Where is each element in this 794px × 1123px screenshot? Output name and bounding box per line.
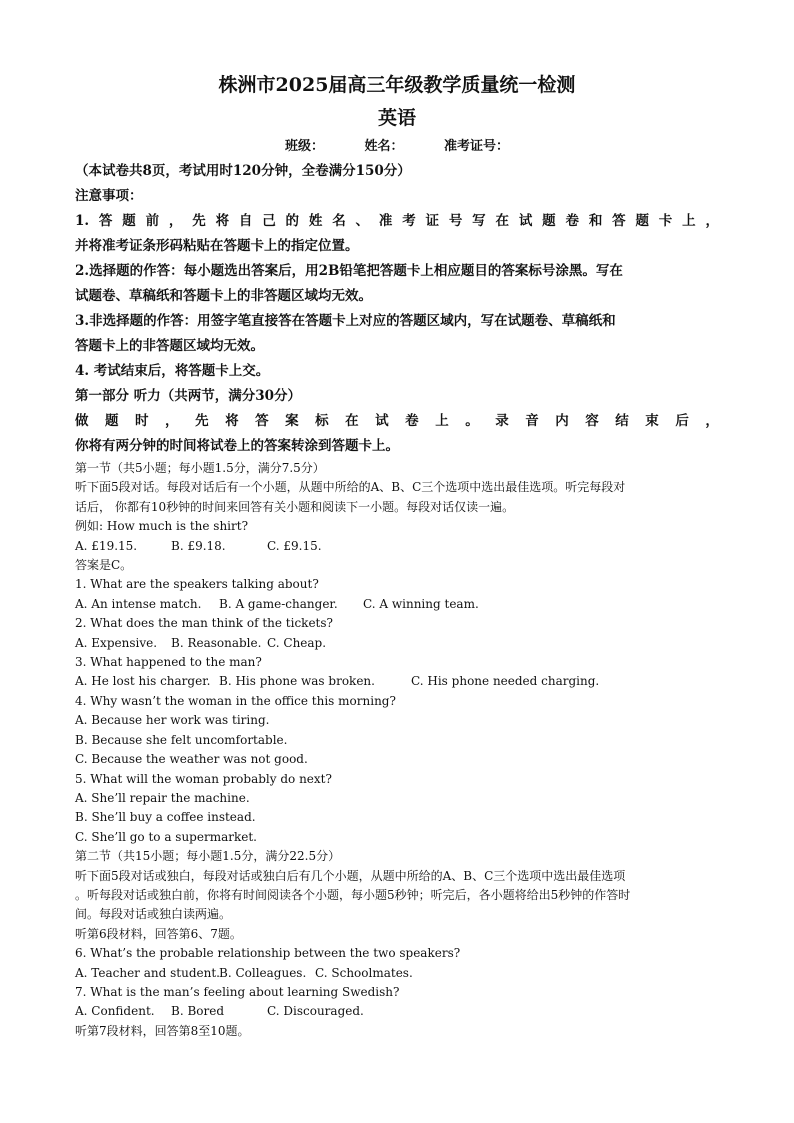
justified-char: 、	[355, 213, 370, 229]
justified-char: 录	[495, 413, 509, 429]
q4-option-a: A. Because her work was tiring.	[75, 713, 270, 728]
question-4: 4. Why wasn’t the woman in the office this morning?	[75, 693, 396, 708]
example-answer: 答案是C。	[75, 558, 133, 573]
justified-char: 写	[472, 213, 486, 229]
q6-option-b: B. Colleagues.	[219, 965, 307, 980]
justified-char: 试	[375, 413, 389, 429]
exam-title: 株洲市2025届高三年级教学质量统一检测	[218, 74, 576, 96]
justified-char: 标	[315, 413, 329, 429]
justified-char: 卷	[405, 413, 419, 429]
question-6: 6. What’s the probable relationship between the two speakers?	[75, 946, 461, 961]
justified-char: 考	[402, 213, 416, 229]
part1-heading: 第一部分 听力（共两节，满分30分）	[75, 388, 301, 404]
justified-char: ，	[168, 213, 183, 229]
justified-char: 题	[635, 213, 649, 229]
justified-char: 将	[215, 213, 230, 229]
q4-option-c: C. Because the weather was not good.	[75, 752, 308, 767]
justified-char: 。	[465, 413, 479, 429]
justified-char: 自	[238, 213, 253, 229]
notice-item-2-line-1: 2.选择题的作答：每小题选出答案后，用2B铅笔把答题卡上相应题目的答案标号涂黑。写在	[75, 263, 623, 279]
q6-option-a: A. Teacher and student.	[75, 965, 220, 980]
justified-char: 案	[285, 413, 299, 429]
justified-char: 后	[675, 413, 689, 429]
q3-option-c: C. His phone needed charging.	[411, 674, 600, 689]
q5-option-a: A. She’ll repair the machine.	[75, 790, 250, 805]
justified-char: 题	[105, 413, 119, 429]
question-1: 1. What are the speakers talking about?	[75, 577, 319, 592]
justified-char: 上	[682, 213, 696, 229]
question-5: 5. What will the woman probably do next?	[75, 771, 332, 786]
notice-heading: 注意事项：	[75, 188, 143, 204]
notice-item-2-line-2: 试题卷、草稿纸和答题卡上的非答题区域均无效。	[75, 288, 372, 304]
justified-char: 号	[448, 213, 463, 229]
justified-char: 卡	[658, 213, 673, 229]
question-3: 3. What happened to the man?	[75, 655, 262, 670]
question-1-options	[75, 595, 719, 614]
exam-content	[75, 159, 719, 1041]
q4-option-b: B. Because she felt uncomfortable.	[75, 732, 288, 747]
q1-option-b: B. A game-changer.	[219, 596, 338, 611]
notice-item-3-line-2: 答题卡上的非答题区域均无效。	[75, 338, 264, 354]
justified-char: 答	[255, 413, 269, 429]
name-label: 姓名：	[364, 139, 404, 154]
justified-char: 和	[588, 213, 603, 229]
exam-info: （本试卷共8页，考试用时120分钟，全卷满分150分）	[75, 163, 411, 179]
q2-option-b: B. Reasonable.	[171, 635, 262, 650]
justified-char: 内	[555, 413, 569, 429]
q3-option-b: B. His phone was broken.	[219, 674, 375, 689]
justified-char: 题	[122, 213, 136, 229]
q5-option-c: C. She’ll go to a supermarket.	[75, 829, 257, 844]
question-7: 7. What is the man’s feeling about learning Swedish?	[75, 984, 400, 999]
section1-heading: 第一节（共5小题；每小题1.5分，满分7.5分）	[75, 461, 325, 475]
section2-heading: 第二节（共15小题；每小题1.5分，满分22.5分）	[75, 849, 341, 864]
justified-char: 的	[285, 213, 300, 229]
example-question: 例如: How much is the shirt?	[75, 519, 248, 534]
id-label: 准考证号：	[444, 139, 510, 154]
class-label: 班级：	[284, 139, 324, 154]
justified-char: 音	[525, 413, 539, 429]
justified-char: 答	[612, 213, 626, 229]
justified-char: 名	[332, 213, 346, 229]
justified-char: 先	[195, 413, 209, 429]
justified-char: 时	[135, 413, 149, 429]
justified-char: ，	[705, 213, 719, 229]
material-7-note: 听第7段材料，回答第8至10题。	[75, 1023, 250, 1038]
justified-char: 试	[518, 213, 533, 229]
justified-char: ，	[705, 413, 719, 429]
section2-instruction-line-2: 。听每段对话或独白前，你将有时间阅读各个小题，每小题5秒钟；听完后，各小题将给出5秒钟的作答时	[75, 887, 631, 902]
justified-char: ，	[165, 413, 179, 429]
notice-item-1-line-1	[75, 209, 719, 234]
justified-char: 在	[495, 213, 509, 229]
subject-title: 英语	[377, 107, 416, 129]
q1-option-c: C. A winning team.	[363, 596, 479, 611]
justified-char: 前	[145, 213, 160, 229]
part1-instruction-line-1	[75, 409, 719, 434]
material-6-note: 听第6段材料，回答第6、7题。	[75, 926, 242, 941]
student-info-line	[0, 135, 794, 154]
section2-instruction-line-3: 间。每段对话或独白读两遍。	[75, 907, 232, 922]
q2-option-a: A. Expensive.	[75, 635, 158, 650]
justified-char: 容	[585, 413, 599, 429]
section1-instruction-line-2: 话后， 你都有10秒钟的时间来回答有关小题和阅读下一小题。每段对话仅读一遍。	[75, 499, 515, 514]
notice-item-1-line-2: 并将准考证条形码粘贴在答题卡上的指定位置。	[75, 238, 359, 254]
q3-option-a: A. He lost his charger.	[75, 674, 211, 689]
justified-char: 1.	[75, 213, 90, 229]
question-7-options	[75, 1002, 719, 1021]
justified-char: 卷	[565, 213, 579, 229]
justified-char: 先	[192, 213, 206, 229]
justified-char: 题	[542, 213, 556, 229]
section1-instruction-line-1: 听下面5段对话。每段对话后有一个小题，从题中所给的A、B、C三个选项中选出最佳选项。听完每段对	[75, 480, 626, 495]
question-2: 2. What does the man think of the tickets?	[75, 616, 333, 631]
justified-char: 己	[262, 213, 276, 229]
q5-option-b: B. She’ll buy a coffee instead.	[75, 810, 256, 825]
q2-option-c: C. Cheap.	[267, 635, 327, 650]
justified-char: 姓	[308, 213, 323, 229]
justified-char: 答	[98, 213, 113, 229]
example-options	[75, 537, 719, 556]
example-option-c: C. £9.15.	[267, 538, 322, 553]
q7-option-b: B. Bored	[171, 1004, 225, 1019]
question-2-options	[75, 634, 719, 653]
justified-char: 证	[425, 213, 440, 229]
section2-instruction-line-1: 听下面5段对话或独白，每段对话或独白后有几个小题，从题中所给的A、B、C三个选项中选出最佳选项	[75, 868, 626, 883]
q7-option-a: A. Confident.	[75, 1004, 155, 1019]
justified-char: 做	[75, 413, 89, 429]
part1-instruction-line-2: 你将有两分钟的时间将试卷上的答案转涂到答题卡上。	[75, 438, 399, 454]
justified-char: 将	[225, 413, 239, 429]
notice-item-4: 4. 考试结束后，将答题卡上交。	[75, 363, 270, 379]
justified-char: 准	[378, 213, 393, 229]
notice-item-3-line-1: 3.非选择题的作答：用签字笔直接答在答题卡上对应的答题区域内，写在试题卷、草稿纸和	[75, 313, 616, 329]
question-6-options	[75, 964, 719, 983]
justified-char: 结	[615, 413, 629, 429]
justified-char: 束	[645, 413, 659, 429]
question-3-options	[75, 672, 719, 691]
q1-option-a: A. An intense match.	[75, 596, 202, 611]
q7-option-c: C. Discouraged.	[267, 1004, 364, 1019]
example-option-b: B. £9.18.	[171, 538, 226, 553]
justified-char: 上	[435, 413, 449, 429]
q6-option-c: C. Schoolmates.	[315, 965, 413, 980]
justified-char: 在	[345, 413, 359, 429]
example-option-a: A. £19.15.	[75, 538, 138, 553]
